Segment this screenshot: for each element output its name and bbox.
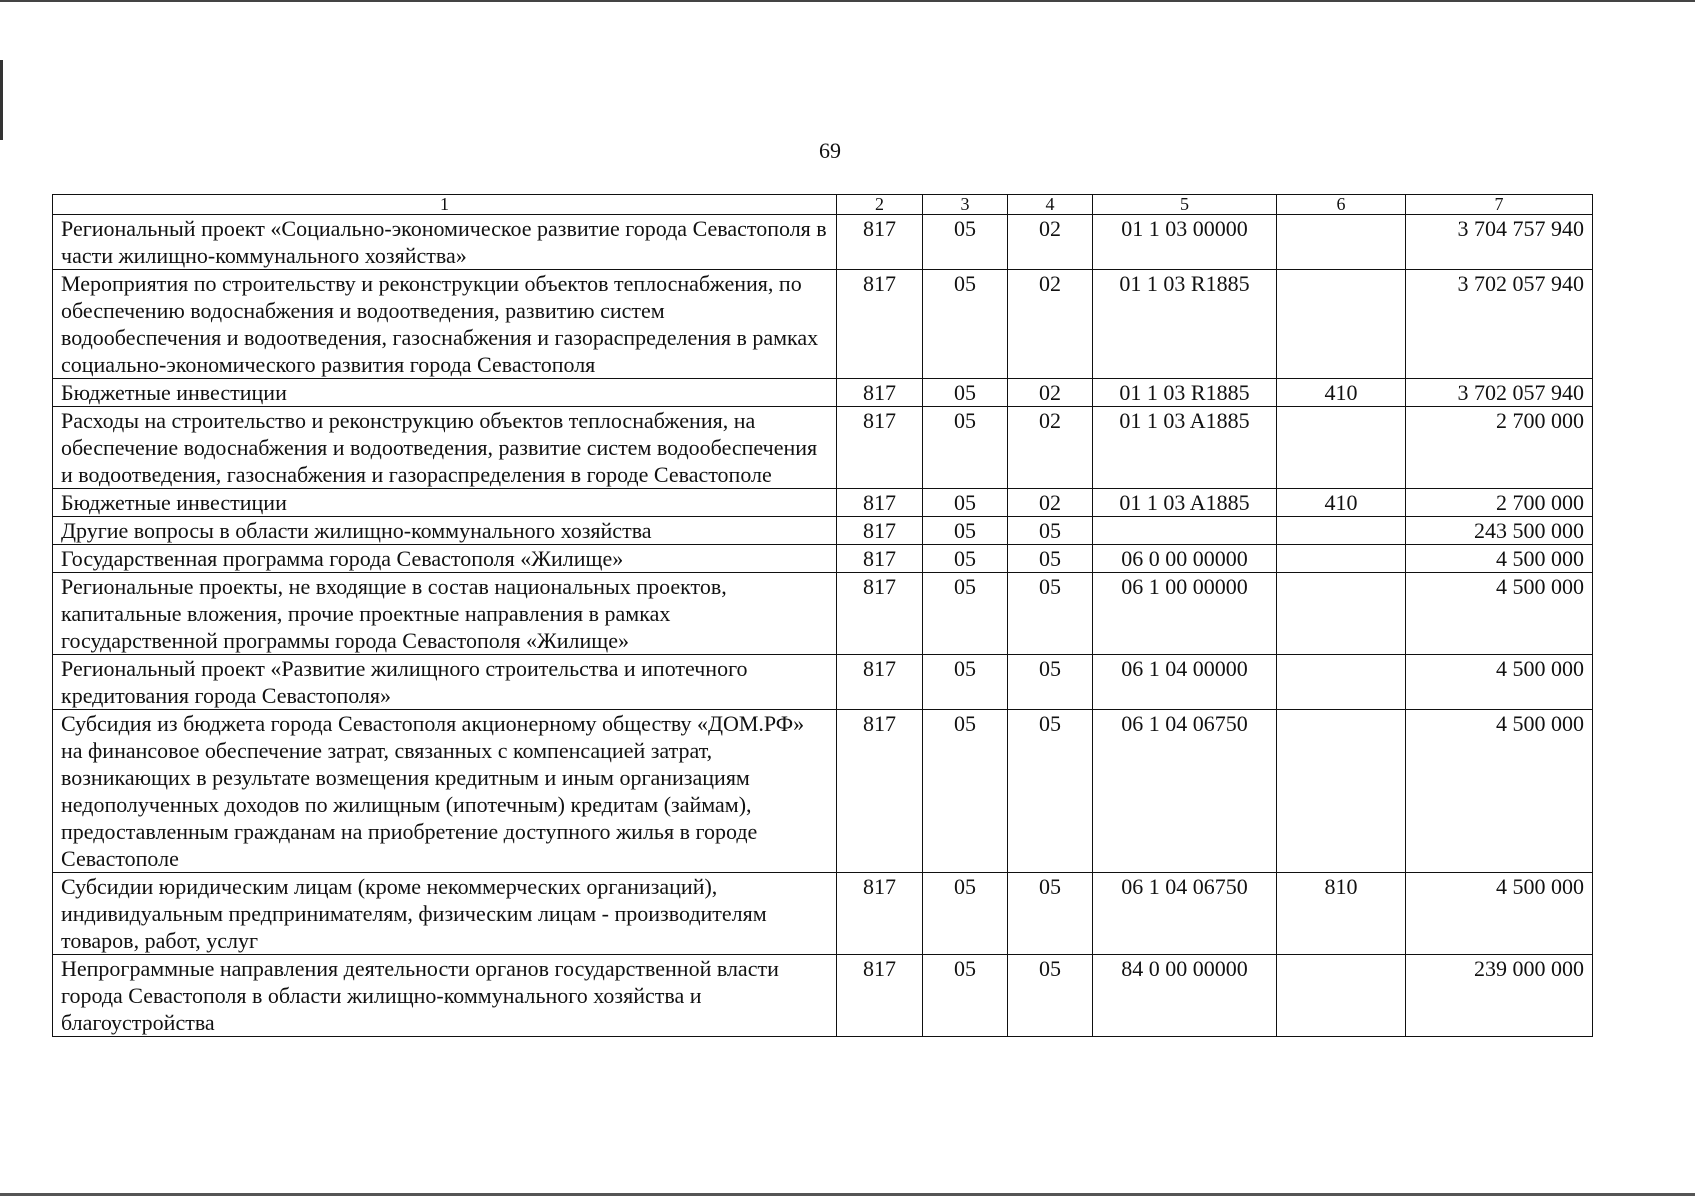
section-code-cell: 05 (923, 270, 1008, 379)
target-article-cell: 06 1 04 06750 (1093, 873, 1277, 955)
expense-name-cell: Государственная программа города Севастополя «Жилище» (53, 545, 837, 573)
expense-name-cell: Субсидии юридическим лицам (кроме некоммерческих организаций), индивидуальным предпринимателям, физическим лицам - производителям товаров, работ, услуг (53, 873, 837, 955)
table-body (53, 215, 1593, 1037)
column-header: 1 (53, 195, 837, 215)
ministry-code-cell: 817 (837, 379, 923, 407)
section-code-cell: 05 (923, 710, 1008, 873)
target-article-cell: 06 1 04 00000 (1093, 655, 1277, 710)
ministry-code-cell: 817 (837, 489, 923, 517)
table-row (53, 407, 1593, 489)
subsection-code-cell: 05 (1008, 655, 1093, 710)
target-article-cell: 01 1 03 A1885 (1093, 407, 1277, 489)
expense-name-cell: Региональный проект «Социально-экономическое развитие города Севастополя в части жилищно-коммунального хозяйства» (53, 215, 837, 270)
expense-type-cell (1277, 407, 1406, 489)
section-code-cell: 05 (923, 489, 1008, 517)
section-code-cell: 05 (923, 955, 1008, 1037)
amount-cell: 4 500 000 (1406, 873, 1593, 955)
column-header: 2 (837, 195, 923, 215)
scan-border-bottom (0, 1193, 1695, 1196)
expense-type-cell (1277, 955, 1406, 1037)
subsection-code-cell: 05 (1008, 545, 1093, 573)
table-row (53, 517, 1593, 545)
amount-cell: 3 702 057 940 (1406, 379, 1593, 407)
amount-cell: 4 500 000 (1406, 655, 1593, 710)
expense-name-cell: Субсидия из бюджета города Севастополя акционерному обществу «ДОМ.РФ» на финансовое обеспечение затрат, связанных с компенсацией затрат, возникающих в результате возмещения кредитным и иным организациям недополученных доходов по жилищным (ипотечным) кредитам (займам), предоставленным гражданам на приобретение доступного жилья в городе Севастополе (53, 710, 837, 873)
expense-type-cell (1277, 270, 1406, 379)
expense-name-cell: Мероприятия по строительству и реконструкции объектов теплоснабжения, по обеспечению водоснабжения и водоотведения, развитию систем водообеспечения и водоотведения, газоснабжения и газораспределения в рамках социально-экономического развития города Севастополя (53, 270, 837, 379)
expense-name-cell: Региональный проект «Развитие жилищного строительства и ипотечного кредитования города Севастополя» (53, 655, 837, 710)
expense-type-cell (1277, 655, 1406, 710)
ministry-code-cell: 817 (837, 573, 923, 655)
scan-border-top (0, 0, 1695, 2)
subsection-code-cell: 02 (1008, 489, 1093, 517)
budget-table (52, 194, 1593, 1037)
expense-type-cell: 410 (1277, 489, 1406, 517)
subsection-code-cell: 02 (1008, 215, 1093, 270)
column-header: 3 (923, 195, 1008, 215)
table-row (53, 573, 1593, 655)
subsection-code-cell: 05 (1008, 517, 1093, 545)
ministry-code-cell: 817 (837, 215, 923, 270)
column-header: 4 (1008, 195, 1093, 215)
section-code-cell: 05 (923, 873, 1008, 955)
expense-name-cell: Другие вопросы в области жилищно-коммунального хозяйства (53, 517, 837, 545)
table-row (53, 545, 1593, 573)
target-article-cell: 06 0 00 00000 (1093, 545, 1277, 573)
section-code-cell: 05 (923, 573, 1008, 655)
ministry-code-cell: 817 (837, 407, 923, 489)
target-article-cell: 01 1 03 R1885 (1093, 379, 1277, 407)
expense-name-cell: Расходы на строительство и реконструкцию объектов теплоснабжения, на обеспечение водоснабжения и водоотведения, развитие систем водообеспечения и водоотведения, газоснабжения и газораспределения в городе Севастополе (53, 407, 837, 489)
column-header: 7 (1406, 195, 1593, 215)
subsection-code-cell: 02 (1008, 379, 1093, 407)
amount-cell: 3 704 757 940 (1406, 215, 1593, 270)
scan-border-left (0, 60, 3, 140)
amount-cell: 239 000 000 (1406, 955, 1593, 1037)
table-row (53, 270, 1593, 379)
expense-type-cell: 810 (1277, 873, 1406, 955)
amount-cell: 4 500 000 (1406, 573, 1593, 655)
subsection-code-cell: 05 (1008, 710, 1093, 873)
subsection-code-cell: 05 (1008, 955, 1093, 1037)
ministry-code-cell: 817 (837, 710, 923, 873)
section-code-cell: 05 (923, 407, 1008, 489)
amount-cell: 243 500 000 (1406, 517, 1593, 545)
amount-cell: 4 500 000 (1406, 710, 1593, 873)
amount-cell: 4 500 000 (1406, 545, 1593, 573)
table-row (53, 655, 1593, 710)
expense-type-cell (1277, 215, 1406, 270)
target-article-cell: 01 1 03 00000 (1093, 215, 1277, 270)
target-article-cell: 01 1 03 R1885 (1093, 270, 1277, 379)
amount-cell: 2 700 000 (1406, 407, 1593, 489)
section-code-cell: 05 (923, 215, 1008, 270)
expense-name-cell: Бюджетные инвестиции (53, 489, 837, 517)
table-row (53, 379, 1593, 407)
table-header-row (53, 195, 1593, 215)
ministry-code-cell: 817 (837, 955, 923, 1037)
table-row (53, 710, 1593, 873)
column-header: 6 (1277, 195, 1406, 215)
table-row (53, 489, 1593, 517)
table-row (53, 873, 1593, 955)
ministry-code-cell: 817 (837, 545, 923, 573)
section-code-cell: 05 (923, 517, 1008, 545)
ministry-code-cell: 817 (837, 655, 923, 710)
ministry-code-cell: 817 (837, 517, 923, 545)
expense-name-cell: Бюджетные инвестиции (53, 379, 837, 407)
table-row (53, 215, 1593, 270)
table-row (53, 955, 1593, 1037)
subsection-code-cell: 02 (1008, 407, 1093, 489)
section-code-cell: 05 (923, 655, 1008, 710)
section-code-cell: 05 (923, 545, 1008, 573)
amount-cell: 2 700 000 (1406, 489, 1593, 517)
target-article-cell: 01 1 03 A1885 (1093, 489, 1277, 517)
ministry-code-cell: 817 (837, 873, 923, 955)
ministry-code-cell: 817 (837, 270, 923, 379)
expense-type-cell (1277, 710, 1406, 873)
column-header: 5 (1093, 195, 1277, 215)
expense-type-cell (1277, 573, 1406, 655)
expense-type-cell (1277, 517, 1406, 545)
target-article-cell: 06 1 04 06750 (1093, 710, 1277, 873)
target-article-cell: 84 0 00 00000 (1093, 955, 1277, 1037)
target-article-cell: 06 1 00 00000 (1093, 573, 1277, 655)
target-article-cell (1093, 517, 1277, 545)
expense-type-cell (1277, 545, 1406, 573)
subsection-code-cell: 05 (1008, 573, 1093, 655)
expense-name-cell: Региональные проекты, не входящие в состав национальных проектов, капитальные вложения, прочие проектные направления в рамках государственной программы города Севастополя «Жилище» (53, 573, 837, 655)
subsection-code-cell: 05 (1008, 873, 1093, 955)
subsection-code-cell: 02 (1008, 270, 1093, 379)
section-code-cell: 05 (923, 379, 1008, 407)
amount-cell: 3 702 057 940 (1406, 270, 1593, 379)
expense-name-cell: Непрограммные направления деятельности органов государственной власти города Севастополя в области жилищно-коммунального хозяйства и благоустройства (53, 955, 837, 1037)
page-number: 69 (819, 138, 841, 163)
expense-type-cell: 410 (1277, 379, 1406, 407)
